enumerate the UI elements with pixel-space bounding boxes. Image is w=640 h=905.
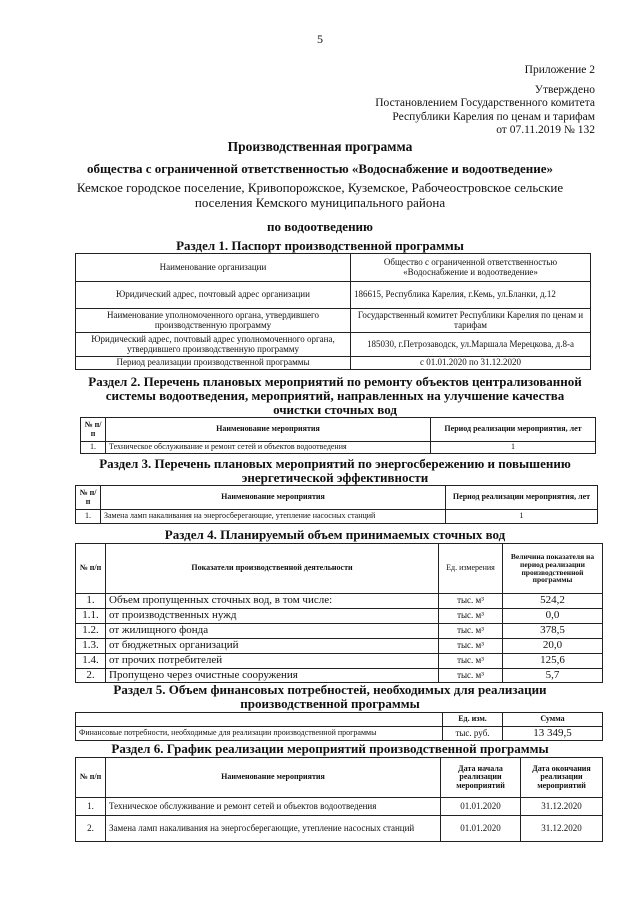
cell-num: 1. <box>76 594 106 609</box>
approved-label: Утверждено <box>534 83 595 96</box>
passport-table <box>75 253 591 370</box>
cell-value: 378,5 <box>503 624 603 639</box>
header-num: № п/п <box>81 418 106 442</box>
table-row <box>76 510 598 524</box>
cell-name: Объем пропущенных сточных вод, в том числе: <box>106 594 439 609</box>
activity-title: по водоотведению <box>267 219 373 234</box>
table-header-row <box>76 758 603 798</box>
cell-period: 1 <box>446 510 598 524</box>
organization-title: общества с ограниченной ответственностью «Водоснабжение и водоотведение» <box>86 161 554 176</box>
cell-name: Пропущено через очистные сооружения <box>106 669 439 683</box>
passport-value: Государственный комитет Республики Карелия по ценам и тарифам <box>351 309 591 333</box>
cell-num: 1.2. <box>76 624 106 639</box>
appendix-label: Приложение 2 <box>524 64 595 76</box>
cell-start: 01.01.2020 <box>441 816 521 842</box>
table-row <box>76 609 603 624</box>
cell-name: Замена ламп накаливания на энергосберегающие, утепление насосных станций <box>106 816 441 842</box>
cell-unit: тыс. м³ <box>439 654 503 669</box>
passport-row <box>76 357 591 370</box>
cell-name: Техническое обслуживание и ремонт сетей и объектов водоотведения <box>106 798 441 816</box>
cell-end: 31.12.2020 <box>521 816 603 842</box>
cell-name: Замена ламп накаливания на энергосберегающие, утепление насосных станций <box>101 510 446 524</box>
passport-row <box>76 254 591 282</box>
passport-label: Наименование уполномоченного органа, утвердившего производственную программу <box>76 309 351 333</box>
table-row <box>76 639 603 654</box>
cell-unit: тыс. м³ <box>439 639 503 654</box>
section2-title-line-3: очистки сточных вод <box>273 402 397 417</box>
header-value: Величина показателя на период реализации производственной программы <box>503 544 603 594</box>
cell-num: 1.1. <box>76 609 106 624</box>
section3-title <box>75 457 595 485</box>
cell-num: 2. <box>76 816 106 842</box>
cell-name: от производственных нужд <box>106 609 439 624</box>
table-row <box>76 654 603 669</box>
header-period: Период реализации мероприятия, лет <box>446 486 598 510</box>
section3-title-line-2: энергетической эффективности <box>241 470 429 485</box>
section3-title-line-1: Раздел 3. Перечень плановых мероприятий по энергосбережению и повышению <box>99 456 571 471</box>
table-header-row <box>81 418 596 442</box>
cell-num: 1.4. <box>76 654 106 669</box>
section2-table <box>80 417 596 454</box>
area-line-2: поселения Кемского муниципального района <box>194 195 446 210</box>
header-name: Наименование мероприятия <box>101 486 446 510</box>
table-row <box>76 816 603 842</box>
approval-block <box>300 64 595 138</box>
table-header-row <box>76 544 603 594</box>
cell-start: 01.01.2020 <box>441 798 521 816</box>
section2-title-line-1: Раздел 2. Перечень плановых мероприятий по ремонту объектов централизованной <box>88 374 582 389</box>
table-row <box>76 594 603 609</box>
area-line-1: Кемское городское поселение, Кривопорожское, Куземское, Рабочеостровское сельские <box>76 180 564 195</box>
cell-unit: тыс. м³ <box>439 624 503 639</box>
cell-num: 1. <box>76 510 101 524</box>
cell-num: 2. <box>76 669 106 683</box>
cell-unit: тыс. м³ <box>439 594 503 609</box>
header-num: № п/п <box>76 758 106 798</box>
header-end: Дата окончания реализации мероприятий <box>521 758 603 798</box>
header-period: Период реализации мероприятия, лет <box>431 418 596 442</box>
section4-title: Раздел 4. Планируемый объем принимаемых сточных вод <box>164 527 506 542</box>
passport-row <box>76 309 591 333</box>
header-name: Показатели производственной деятельности <box>106 544 439 594</box>
approval-line-2: Республики Карелия по ценам и тарифам <box>392 110 595 123</box>
section5-title-line-2: производственной программы <box>240 696 420 711</box>
header-unit: Ед. изм. <box>443 713 503 727</box>
header-name: Наименование мероприятия <box>106 418 431 442</box>
cell-unit: тыс. м³ <box>439 669 503 683</box>
cell-value: 524,2 <box>503 594 603 609</box>
cell-sum: 13 349,5 <box>503 727 603 741</box>
cell-name: от прочих потребителей <box>106 654 439 669</box>
cell-num: 1. <box>81 442 106 454</box>
header-empty <box>76 713 443 727</box>
section3-table <box>75 485 598 524</box>
header-num: № п/п <box>76 486 101 510</box>
passport-label: Юридический адрес, почтовый адрес организации <box>76 282 351 309</box>
passport-value: 185030, г.Петрозаводск, ул.Маршала Мерецкова, д.8-а <box>351 333 591 357</box>
passport-row <box>76 282 591 309</box>
table-row <box>81 442 596 454</box>
header-num: № п/п <box>76 544 106 594</box>
cell-end: 31.12.2020 <box>521 798 603 816</box>
cell-num: 1. <box>76 798 106 816</box>
table-header-row <box>76 486 598 510</box>
table-header-row <box>76 713 603 727</box>
header-name: Наименование мероприятия <box>106 758 441 798</box>
cell-period: 1 <box>431 442 596 454</box>
table-row <box>76 798 603 816</box>
cell-name: Финансовые потребности, необходимые для реализации производственной программы <box>76 727 443 741</box>
cell-unit: тыс. м³ <box>439 609 503 624</box>
passport-value: Общество с ограниченной ответственностью «Водоснабжение и водоотведение» <box>351 254 591 282</box>
header-unit: Ед. измерения <box>439 544 503 594</box>
table-row <box>76 727 603 741</box>
header-start: Дата начала реализации мероприятий <box>441 758 521 798</box>
section5-title <box>60 683 600 711</box>
passport-label: Юридический адрес, почтовый адрес уполномоченного органа, утвердившего производственную программу <box>76 333 351 357</box>
cell-value: 20,0 <box>503 639 603 654</box>
approval-line-3: от 07.11.2019 № 132 <box>496 124 595 136</box>
table-row <box>76 669 603 683</box>
section6-table <box>75 757 603 842</box>
section5-table <box>75 712 603 741</box>
area-description <box>30 180 610 210</box>
passport-label: Период реализации производственной программы <box>76 357 351 370</box>
passport-value: с 01.01.2020 по 31.12.2020 <box>351 357 591 370</box>
page-number: 5 <box>317 32 323 46</box>
cell-num: 1.3. <box>76 639 106 654</box>
approval-line-1: Постановлением Государственного комитета <box>375 97 595 109</box>
document-title: Производственная программа <box>227 139 413 154</box>
header-sum: Сумма <box>503 713 603 727</box>
cell-value: 125,6 <box>503 654 603 669</box>
section1-title: Раздел 1. Паспорт производственной программы <box>176 238 464 253</box>
passport-value: 186615, Республика Карелия, г.Кемь, ул.Бланки, д.12 <box>351 282 591 309</box>
section5-title-line-1: Раздел 5. Объем финансовых потребностей, необходимых для реализации <box>113 682 547 697</box>
passport-label: Наименование организации <box>76 254 351 282</box>
passport-row <box>76 333 591 357</box>
cell-value: 0,0 <box>503 609 603 624</box>
cell-name: от бюджетных организаций <box>106 639 439 654</box>
cell-unit: тыс. руб. <box>443 727 503 741</box>
cell-name: Техническое обслуживание и ремонт сетей и объектов водоотведения <box>106 442 431 454</box>
section6-title: Раздел 6. График реализации мероприятий производственной программы <box>111 741 549 756</box>
section4-table <box>75 543 603 683</box>
cell-value: 5,7 <box>503 669 603 683</box>
table-row <box>76 624 603 639</box>
section2-title-line-2: системы водоотведения, мероприятий, направленных на улучшение качества <box>105 388 565 403</box>
cell-name: от жилищного фонда <box>106 624 439 639</box>
section2-title <box>75 375 595 417</box>
